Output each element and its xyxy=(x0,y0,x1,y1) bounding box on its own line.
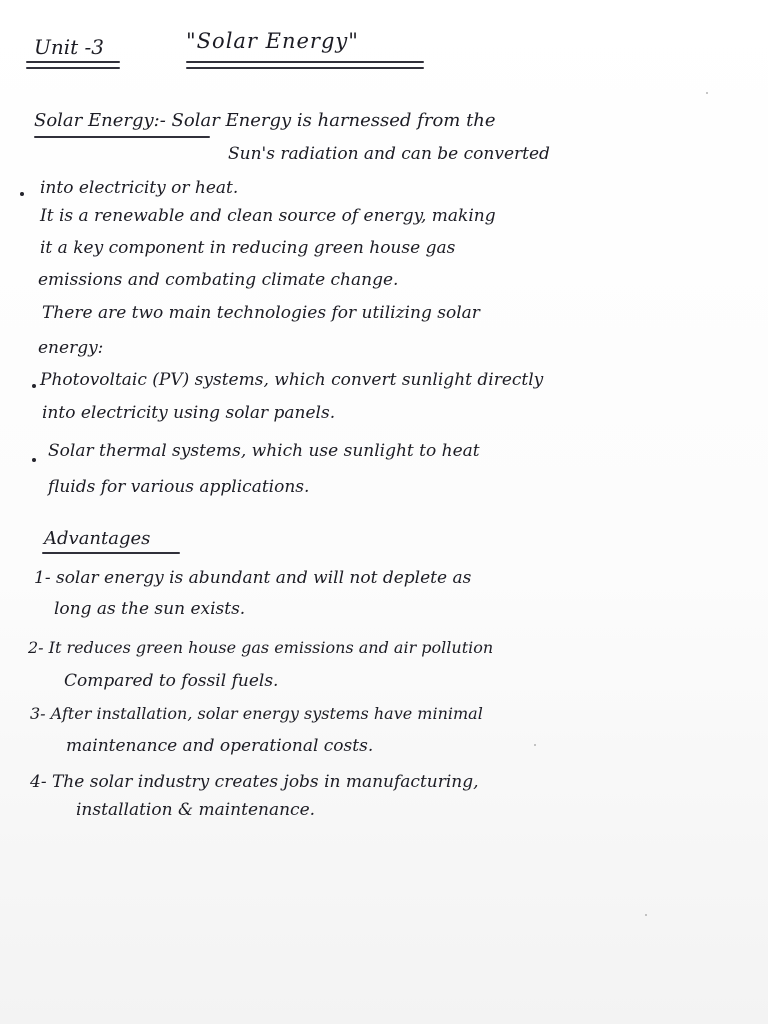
intro-line-5: it a key component in reducing green house gas xyxy=(40,238,456,258)
advantage-item-3-line-2: maintenance and operational costs. xyxy=(66,736,374,756)
advantage-item-2-line-1: 2- It reduces green house gas emissions and air pollution xyxy=(28,638,494,657)
unit-label: Unit -3 xyxy=(34,35,105,59)
advantage-item-1-line-1: 1- solar energy is abundant and will not deplete as xyxy=(34,568,472,588)
paper-speck xyxy=(706,92,708,94)
technology-item-2-line-2: fluids for various applications. xyxy=(48,477,310,497)
intro-line-7: There are two main technologies for utilizing solar xyxy=(42,303,480,323)
page-title: "Solar Energy" xyxy=(186,29,359,53)
bullet-1 xyxy=(32,384,36,388)
unit-underline-top xyxy=(26,61,120,63)
technology-item-1-line-1: Photovoltaic (PV) systems, which convert sunlight directly xyxy=(40,370,544,390)
intro-line-2: Sun's radiation and can be converted xyxy=(228,144,550,164)
advantage-item-2-line-2: Compared to fossil fuels. xyxy=(64,671,279,691)
stray-dot xyxy=(20,192,24,196)
title-underline-top xyxy=(186,61,424,63)
intro-line-6: emissions and combating climate change. xyxy=(38,270,399,290)
paper-speck xyxy=(534,744,536,746)
intro-line-4: It is a renewable and clean source of energy, making xyxy=(40,206,496,226)
advantage-item-1-line-2: long as the sun exists. xyxy=(54,599,246,619)
advantages-heading: Advantages xyxy=(44,528,151,549)
advantage-item-4-line-2: installation & maintenance. xyxy=(76,800,316,820)
intro-line-3: into electricity or heat. xyxy=(40,178,239,198)
paper-speck xyxy=(645,914,647,916)
intro-term-underline xyxy=(34,136,210,138)
technology-item-1-line-2: into electricity using solar panels. xyxy=(42,403,336,423)
intro-line-1: Solar Energy:- Solar Energy is harnessed from the xyxy=(34,110,496,131)
advantage-item-3-line-1: 3- After installation, solar energy systems have minimal xyxy=(30,704,483,723)
technology-item-2-line-1: Solar thermal systems, which use sunlight to heat xyxy=(48,441,480,461)
advantage-item-4-line-1: 4- The solar industry creates jobs in manufacturing, xyxy=(30,772,479,792)
advantages-heading-underline xyxy=(42,552,180,554)
intro-line-8: energy: xyxy=(38,338,104,358)
unit-underline-bottom xyxy=(26,67,120,69)
bullet-2 xyxy=(32,458,36,462)
title-underline-bottom xyxy=(186,67,424,69)
